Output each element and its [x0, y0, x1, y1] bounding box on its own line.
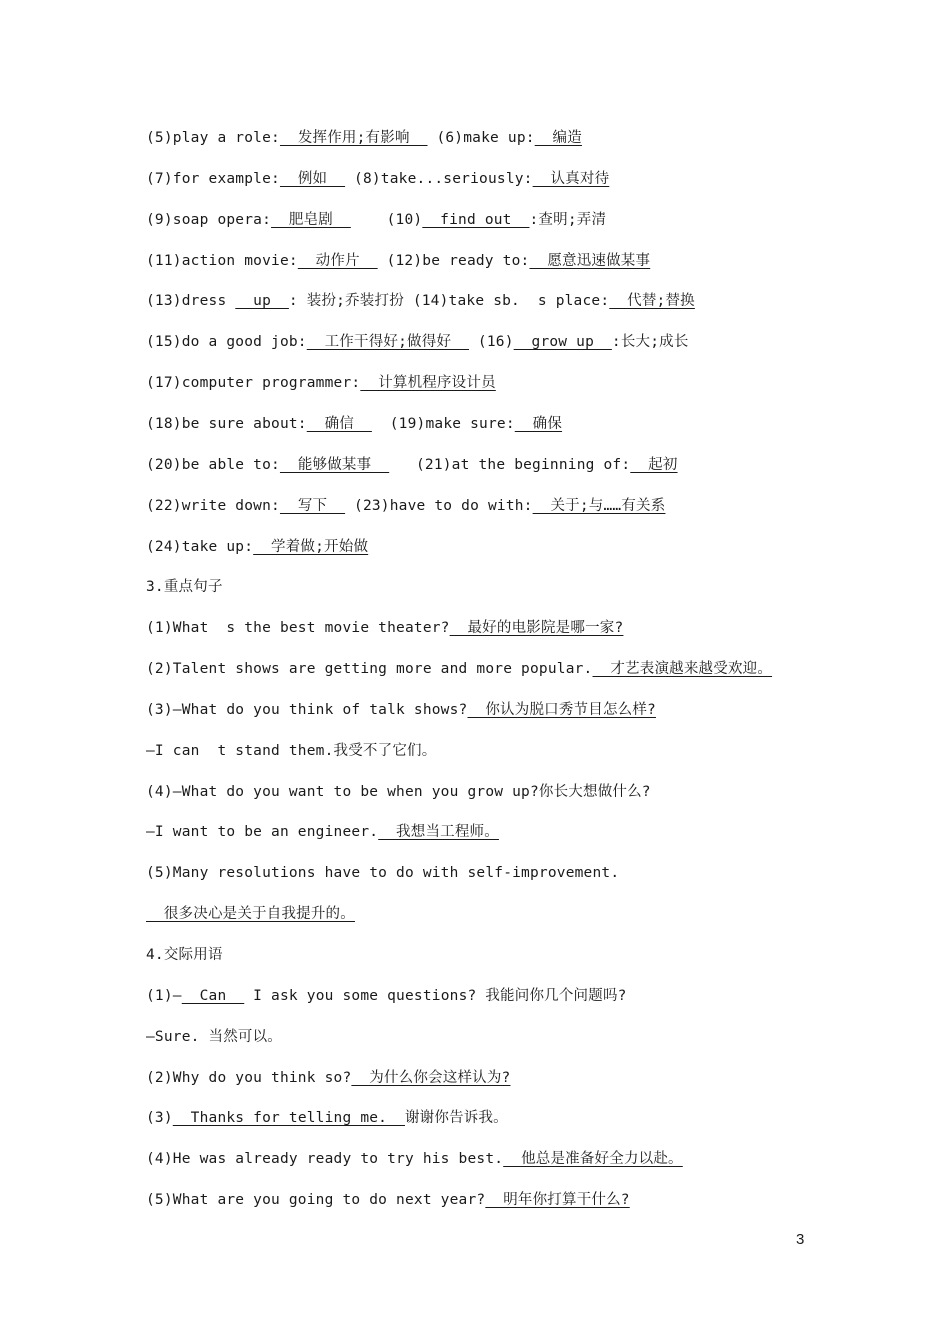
answer-blank: find out: [422, 211, 530, 228]
text-line: [146, 945, 223, 965]
line-text: I ask you some questions? 我能问你几个问题吗?: [244, 987, 627, 1004]
line-text: (4)He was already ready to try his best.: [146, 1151, 504, 1168]
line-text: (3): [146, 1110, 173, 1127]
line-text: (24)take up:: [146, 538, 254, 555]
line-text: (4)—What do you want to be when you grow up?你长大想做什么?: [146, 783, 651, 800]
text-line: [146, 904, 355, 924]
line-text: :长大;成长: [611, 334, 689, 351]
line-text: (7)for example:: [146, 170, 280, 187]
answer-blank: grow up: [513, 334, 612, 351]
text-line: [146, 618, 623, 638]
line-text: (8)take...seriously:: [345, 170, 533, 187]
text-line: [146, 1190, 630, 1210]
line-text: —Sure. 当然可以。: [146, 1028, 283, 1045]
line-text: 谢谢你告诉我。: [404, 1110, 508, 1127]
answer-blank: 确保: [514, 415, 563, 432]
answer-blank: 他总是准备好全力以赴。: [503, 1151, 683, 1168]
line-text: (5)play a role:: [146, 130, 280, 146]
line-text: (11)action movie:: [146, 252, 298, 269]
answer-blank: up: [235, 293, 289, 310]
answer-blank: 起初: [630, 456, 678, 473]
answer-blank: Can: [181, 987, 245, 1004]
answer-blank: 确信: [306, 415, 372, 432]
line-text: (10): [350, 211, 423, 228]
line-text: (23)have to do with:: [345, 497, 533, 514]
line-text: (1)What s the best movie theater?: [146, 620, 450, 637]
line-text: (3)—What do you think of talk shows?: [146, 701, 468, 718]
answer-blank: 动作片: [297, 252, 378, 269]
answer-blank: 我想当工程师。: [378, 824, 499, 841]
line-text: (12)be ready to:: [377, 252, 530, 269]
text-line: [146, 210, 606, 230]
text-line: [146, 700, 656, 720]
line-text: :查明;弄清: [529, 211, 607, 228]
answer-blank: 例如: [279, 170, 346, 187]
text-line: [146, 986, 627, 1006]
text-line: [146, 577, 223, 597]
answer-blank: 很多决心是关于自我提升的。: [146, 906, 355, 923]
answer-blank: 才艺表演越来越受欢迎。: [592, 661, 773, 678]
text-line: [146, 1027, 282, 1047]
text-line: [146, 1068, 510, 1088]
answer-blank: 代替;替换: [609, 293, 695, 310]
text-line: [146, 291, 695, 311]
line-text: 3.重点句子: [146, 579, 223, 596]
line-text: (5)Many resolutions have to do with self-improvement.: [146, 865, 620, 882]
line-text: (2)Why do you think so?: [146, 1069, 352, 1086]
answer-blank: 为什么你会这样认为?: [351, 1069, 511, 1086]
line-text: (5)What are you going to do next year?: [146, 1192, 486, 1209]
answer-blank: 写下: [279, 497, 346, 514]
text-line: [146, 128, 582, 148]
answer-blank: 你认为脱口秀节目怎么样?: [467, 701, 656, 718]
text-line: [146, 741, 436, 761]
line-text: (21)at the beginning of:: [389, 456, 631, 473]
text-line: [146, 169, 609, 189]
line-text: (9)soap opera:: [146, 211, 272, 228]
text-line: [146, 373, 496, 393]
line-text: (19)make sure:: [371, 415, 515, 432]
answer-blank: 工作干得好;做得好: [306, 334, 469, 351]
line-text: —I can t stand them.我受不了它们。: [146, 742, 437, 759]
text-line: [146, 863, 619, 883]
text-line: [146, 537, 368, 557]
line-text: (15)do a good job:: [146, 334, 307, 351]
line-text: (20)be able to:: [146, 456, 280, 473]
text-line: [146, 659, 772, 679]
line-text: (13)dress: [146, 293, 236, 310]
page-number: 3: [796, 1231, 805, 1248]
answer-blank: 能够做某事: [279, 456, 390, 473]
text-line: [146, 1149, 683, 1169]
line-text: (22)write down:: [146, 497, 280, 514]
line-text: —I want to be an engineer.: [146, 824, 379, 841]
line-text: 4.交际用语: [146, 947, 223, 963]
answer-blank: 认真对待: [532, 170, 610, 187]
answer-blank: 关于;与……有关系: [532, 497, 666, 514]
line-text: (6)make up:: [427, 130, 535, 146]
answer-blank: 编造: [534, 130, 582, 146]
answer-blank: 愿意迅速做某事: [529, 252, 651, 269]
text-line: [146, 251, 650, 271]
answer-blank: 明年你打算干什么?: [485, 1192, 630, 1209]
line-text: (16): [469, 334, 514, 351]
answer-blank: 计算机程序设计员: [360, 375, 496, 392]
text-line: [146, 455, 678, 475]
line-text: (18)be sure about:: [146, 415, 307, 432]
text-line: [146, 496, 665, 516]
text-line: [146, 414, 562, 434]
text-line: [146, 822, 499, 842]
answer-blank: 肥皂剧: [271, 211, 351, 228]
text-line: [146, 332, 689, 352]
answer-blank: 学着做;开始做: [253, 538, 369, 555]
line-text: (1)—: [146, 987, 182, 1004]
answer-blank: 最好的电影院是哪一家?: [449, 620, 624, 637]
text-line: [146, 782, 651, 802]
text-line: [146, 1108, 508, 1128]
line-text: (17)computer programmer:: [146, 375, 361, 392]
line-text: : 装扮;乔装打扮 (14)take sb. s place:: [288, 293, 610, 310]
line-text: (2)Talent shows are getting more and more popular.: [146, 661, 593, 678]
answer-blank: Thanks for telling me.: [172, 1110, 405, 1127]
answer-blank: 发挥作用;有影响: [279, 130, 428, 146]
